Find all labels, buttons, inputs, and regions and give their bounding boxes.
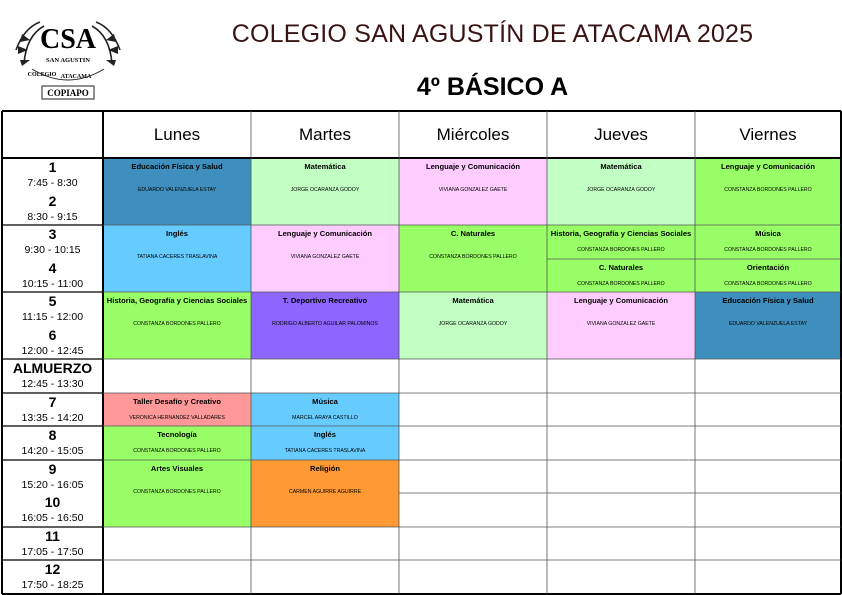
teacher-name: CONSTANZA BORDONES PALLERO (133, 448, 221, 454)
subject-name: Religión (310, 464, 340, 473)
teacher-name: VIVIANA GONZÁLEZ GAETE (586, 321, 656, 327)
teacher-name: CONSTANZA BORDONES PALLERO (724, 187, 812, 193)
period-number: 6 (48, 327, 57, 343)
day-header: Viernes (739, 124, 797, 144)
subject-name: Música (312, 397, 338, 406)
period-number: 11 (45, 528, 60, 544)
day-header: Miércoles (436, 124, 510, 144)
page-title: COLEGIO SAN AGUSTÍN DE ATACAMA 2025 (231, 20, 754, 48)
subject-name: Historia, Geografía y Ciencias Sociales (106, 296, 248, 305)
subject-name: Artes Visuales (150, 464, 204, 473)
period-time: 17:05 - 17:50 (21, 546, 84, 558)
teacher-name: MARCEL ARAYA CASTILLO (292, 415, 358, 421)
subject-name: Lenguaje y Comunicación (720, 162, 816, 171)
subject-name: Educación Física y Salud (131, 162, 223, 171)
period-time: 9:30 - 10:15 (24, 244, 81, 256)
period-time: 15:20 - 16:05 (21, 479, 84, 491)
subject-name: Tecnología (157, 430, 197, 439)
svg-text:SAN AGUSTIN: SAN AGUSTIN (46, 57, 90, 64)
teacher-name: TATIANA CACERES TRASLAVIÑA (284, 448, 366, 454)
subject-name: Taller Desafío y Creativo (132, 397, 222, 406)
teacher-name: TATIANA CACERES TRASLAVIÑA (136, 254, 218, 260)
period-number: 8 (48, 427, 57, 443)
day-header: Jueves (594, 124, 648, 144)
subject-name: Matemática (304, 162, 346, 171)
subject-name: Música (755, 229, 781, 238)
period-time: 10:15 - 11:00 (21, 278, 84, 290)
teacher-name: CONSTANZA BORDONES PALLERO (429, 254, 517, 260)
svg-text:COLEGIO: COLEGIO (27, 72, 57, 78)
teacher-name: CARMEN AGUIRRE AGUIRRE (288, 489, 362, 495)
teacher-name: JORGE OCARANZA GODOY (290, 187, 360, 193)
period-number: 7 (48, 394, 57, 410)
lunch-label: ALMUERZO (12, 360, 93, 376)
day-header: Martes (299, 124, 351, 144)
subject-name: Historia, Geografía y Ciencias Sociales (550, 229, 692, 238)
day-header: Lunes (153, 124, 201, 144)
subject-name: Lenguaje y Comunicación (573, 296, 669, 305)
period-number: 5 (48, 293, 57, 309)
subject-name: Matemática (452, 296, 494, 305)
teacher-name: CONSTANZA BORDONES PALLERO (577, 281, 665, 287)
period-time: 12:45 - 13:30 (21, 378, 84, 390)
period-number: 9 (48, 461, 57, 477)
period-number: 4 (48, 260, 57, 276)
period-time: 13:35 - 14:20 (21, 412, 84, 424)
subject-name: Lenguaje y Comunicación (425, 162, 521, 171)
period-time: 12:00 - 12:45 (21, 345, 84, 357)
period-number: 1 (48, 159, 57, 175)
class-name: 4º BÁSICO A (416, 73, 569, 101)
period-time: 16:05 - 16:50 (21, 512, 84, 524)
subject-name: Inglés (314, 430, 336, 439)
period-number: 12 (44, 561, 61, 577)
period-time: 17:50 - 18:25 (21, 579, 84, 591)
svg-text:ATACAMA: ATACAMA (60, 74, 92, 80)
teacher-name: JORGE OCARANZA GODOY (586, 187, 656, 193)
teacher-name: VERONICA HERNÁNDEZ VALLADARES (129, 415, 225, 421)
subject-name: C. Naturales (598, 263, 644, 272)
subject-name: Inglés (166, 229, 188, 238)
teacher-name: CONSTANZA BORDONES PALLERO (577, 247, 665, 253)
period-number: 2 (48, 193, 57, 209)
teacher-name: CONSTANZA BORDONES PALLERO (133, 321, 221, 327)
teacher-name: CONSTANZA BORDONES PALLERO (724, 281, 812, 287)
svg-text:COPIAPO: COPIAPO (47, 88, 89, 98)
teacher-name: EDUARDO VALENZUELA ESTAY (728, 321, 808, 327)
teacher-name: CONSTANZA BORDONES PALLERO (724, 247, 812, 253)
period-time: 11:15 - 12:00 (21, 311, 84, 323)
period-time: 7:45 - 8:30 (27, 177, 78, 189)
svg-text:CSA: CSA (39, 24, 97, 55)
subject-name: Matemática (600, 162, 642, 171)
teacher-name: VIVIANA GONZÁLEZ GAETE (438, 187, 508, 193)
subject-name: T. Deportivo Recreativo (282, 296, 368, 305)
teacher-name: JORGE OCARANZA GODOY (438, 321, 508, 327)
teacher-name: CONSTANZA BORDONES PALLERO (133, 489, 221, 495)
subject-name: Lenguaje y Comunicación (277, 229, 373, 238)
subject-name: Orientación (746, 263, 790, 272)
period-time: 14:20 - 15:05 (21, 445, 84, 457)
period-number: 10 (44, 494, 61, 510)
teacher-name: RODRIGO ALBERTO AGUILAR PALOMINOS (272, 321, 378, 327)
teacher-name: EDUARDO VALENZUELA ESTAY (137, 187, 217, 193)
subject-name: C. Naturales (450, 229, 496, 238)
period-number: 3 (48, 226, 57, 242)
subject-name: Educación Física y Salud (722, 296, 814, 305)
period-time: 8:30 - 9:15 (27, 211, 78, 223)
teacher-name: VIVIANA GONZÁLEZ GAETE (290, 254, 360, 260)
